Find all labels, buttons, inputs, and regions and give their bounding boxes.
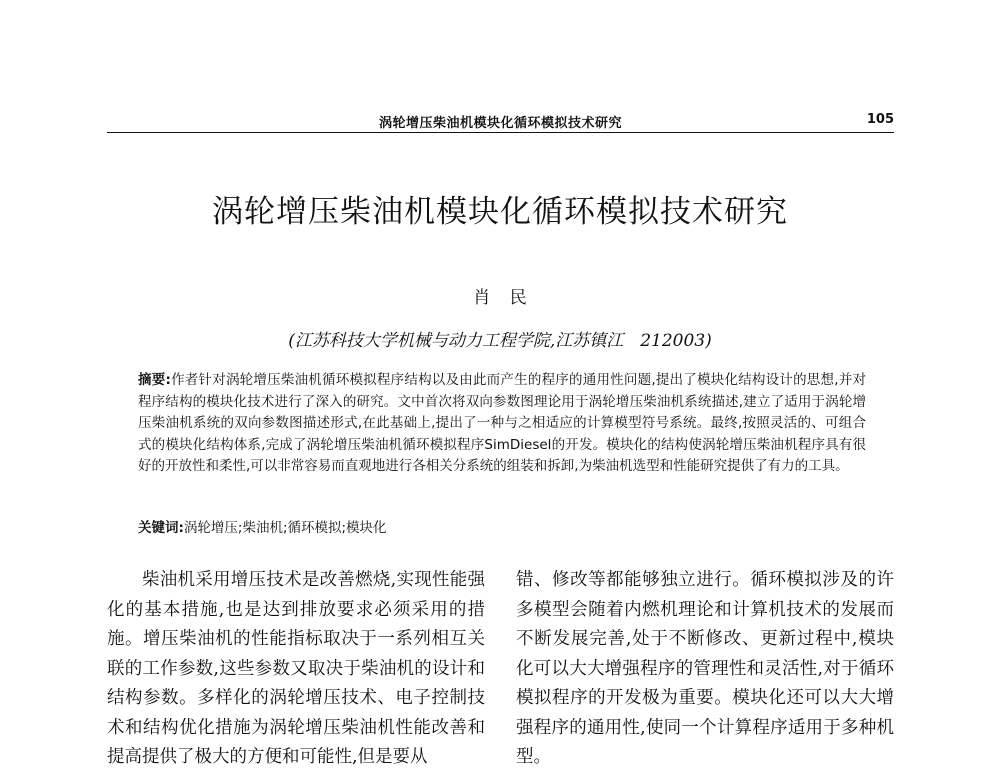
- abstract-label: 摘要:: [138, 372, 171, 388]
- author-name: 肖 民: [473, 288, 527, 308]
- running-title: 涡轮增压柴油机模块化循环模拟技术研究: [378, 116, 622, 131]
- body-left-column: 柴油机采用增压技术是改善燃烧,实现性能强化的基本措施,也是达到排放要求必须采用的措施。增压柴油机的性能指标取决于一系列相互关联的工作参数,这些参数又取决于柴油机的设计和结构参数。多样化的涡轮增压技术、电子控制技术和结构优化措施为涡轮增压柴油机性能改善和提高提供了极大的方便和可能性,但是要从: [107, 570, 485, 767]
- body-right-column: 错、修改等都能够独立进行。循环模拟涉及的许多模型会随着内燃机理论和计算机技术的发展而不断发展完善,处于不断修改、更新过程中,模块化可以大大增强程序的管理性和灵活性,对于循环模拟程序的开发极为重要。模块化还可以大大增强程序的通用性,使同一个计算程序适用于多种机型。: [516, 570, 894, 767]
- page-number: 105: [866, 112, 894, 127]
- keywords: [138, 518, 866, 540]
- abstract-text: 作者针对涡轮增压柴油机循环模拟程序结构以及由此而产生的程序的通用性问题,提出了模块化结构设计的思想,并对程序结构的模块化技术进行了深入的研究。文中首次将双向参数图理论用于涡轮增压柴油机系统描述,建立了适用于涡轮增压柴油机系统的双向参数图描述形式,在此基础上,提出了一种与之相适应的计算模型符号系统。最终,按照灵活的、可组合式的模块化结构体系,完成了涡轮增压柴油机循环模拟程序SimDiesel的开发。模块化的结构使涡轮增压柴油机程序具有很好的开放性和柔性,可以非常容易而直观地进行各相关分系统的组装和拆卸,为柴油机选型和性能研究提供了有力的工具。: [138, 372, 866, 474]
- keywords-text: 涡轮增压;柴油机;循环模拟;模块化: [183, 520, 387, 536]
- paper-title: 涡轮增压柴油机模块化循环模拟技术研究: [212, 194, 788, 230]
- keywords-label: 关键词:: [138, 520, 184, 536]
- author-affiliation: (江苏科技大学机械与动力工程学院,江苏镇江 212003): [288, 331, 712, 351]
- running-header: [107, 112, 894, 133]
- abstract: [138, 370, 866, 478]
